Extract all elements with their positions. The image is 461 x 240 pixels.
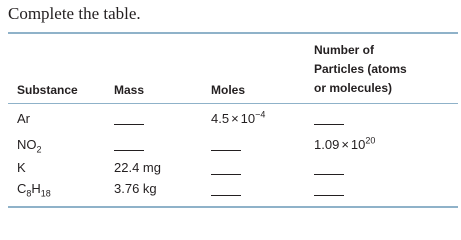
row-2-mass-blank[interactable]	[114, 150, 144, 151]
row-3-substance: K	[17, 160, 26, 175]
row-1-substance: Ar	[17, 111, 30, 126]
header-particles-line-3: or molecules)	[314, 81, 393, 95]
row-2-moles-blank[interactable]	[211, 150, 241, 151]
row-3-particles-blank[interactable]	[314, 174, 344, 175]
header-particles-line-1: Number of	[314, 43, 374, 57]
header-mass: Mass	[114, 83, 145, 97]
row-1-mass-blank[interactable]	[114, 124, 144, 125]
row-2-substance: $NO_2$	[17, 137, 42, 155]
row-3-mass: 22.4 mg	[114, 160, 161, 175]
row-4-particles-blank[interactable]	[314, 195, 344, 196]
row-3-moles-blank[interactable]	[211, 174, 241, 175]
table-top-rule	[8, 32, 458, 34]
row-4-moles-blank[interactable]	[211, 195, 241, 196]
row-1-particles-blank[interactable]	[314, 124, 344, 125]
row-4-mass: 3.76 kg	[114, 181, 157, 196]
table-header-rule	[8, 103, 458, 104]
prompt-text: Complete the table.	[8, 4, 141, 23]
row-4-substance: $C_8H_{18}$	[17, 181, 51, 199]
row-2-particles: $1.09 \times 10^{20}$	[314, 135, 376, 152]
header-particles-line-2: Particles (atoms	[314, 62, 407, 76]
header-moles: Moles	[211, 83, 246, 97]
header-substance: Substance	[17, 83, 78, 97]
header-particles	[314, 41, 407, 98]
row-1-moles: $4.5 \times 10^{-4}$	[211, 109, 266, 126]
table-bottom-rule	[8, 206, 458, 208]
